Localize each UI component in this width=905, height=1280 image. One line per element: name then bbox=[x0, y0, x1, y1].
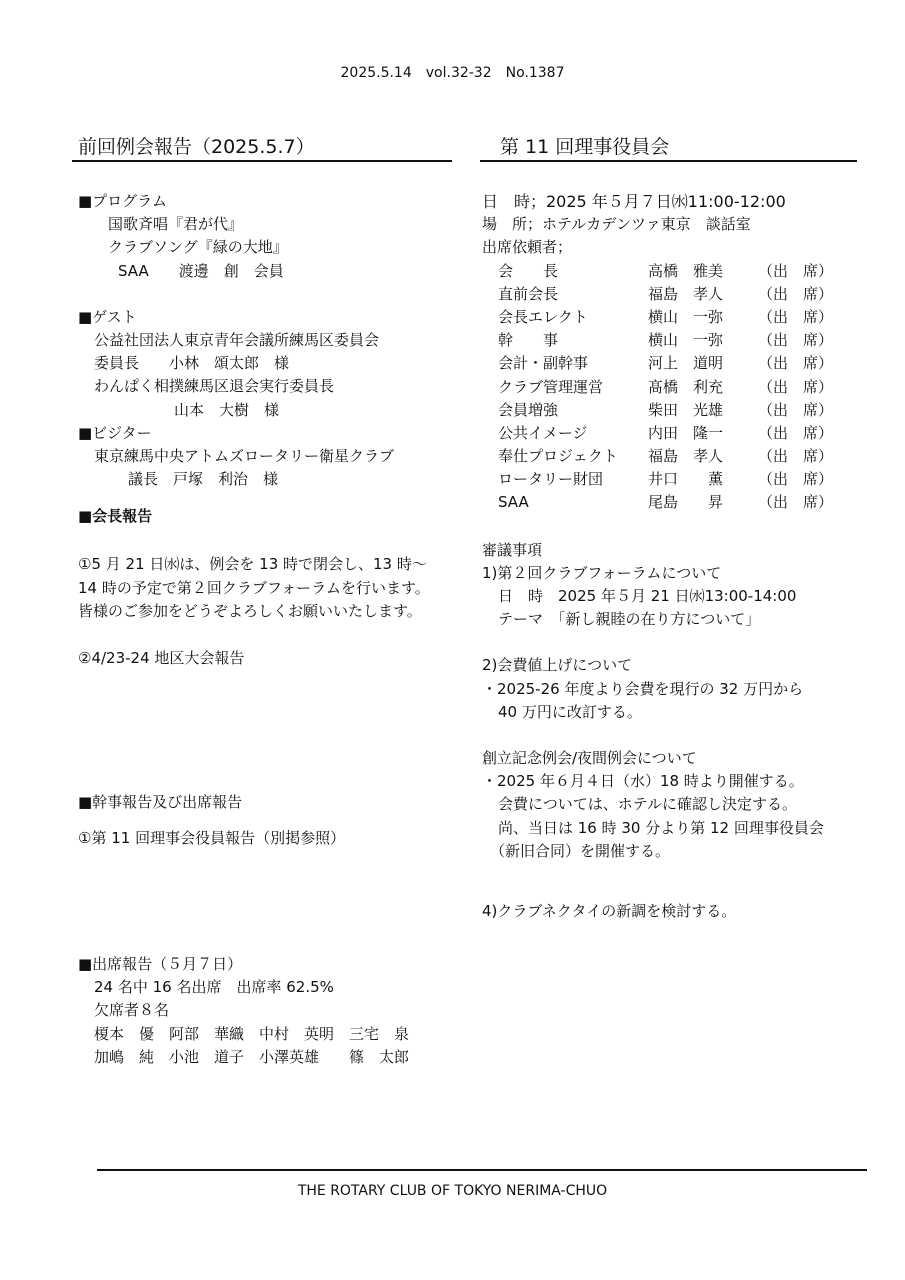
attendee-status: （出 席） bbox=[758, 400, 834, 419]
attendee-name: 高橋 雅美 bbox=[648, 261, 724, 280]
attendee-row bbox=[482, 399, 862, 422]
attendees-heading: 出席依頼者； bbox=[482, 238, 573, 257]
attendee-role: SAA bbox=[498, 493, 529, 512]
right-column bbox=[482, 190, 862, 923]
left-section-title: 前回例会報告（2025.5.7） bbox=[78, 136, 315, 158]
attendee-row bbox=[482, 491, 862, 514]
guest-line: 委員長 小林 頌太郎 様 bbox=[94, 354, 290, 373]
agenda-item-title: 4)クラブネクタイの新調を検討する。 bbox=[482, 901, 737, 920]
agenda-item-line: 日 時 2025 年５月 21 日㈬13:00-14:00 bbox=[498, 587, 797, 605]
attendee-role: ロータリー財団 bbox=[498, 470, 604, 489]
attendee-name: 河上 道明 bbox=[648, 354, 724, 373]
attendee-row bbox=[482, 260, 862, 283]
program-item: クラブソング『緑の大地』 bbox=[108, 238, 288, 257]
attendee-row bbox=[482, 468, 862, 491]
secretary-heading: ■幹事報告及び出席報告 bbox=[78, 793, 243, 811]
attendee-name: 内田 隆一 bbox=[648, 423, 724, 442]
agenda-item-line: 尚、当日は 16 時 30 分より第 12 回理事役員会 bbox=[498, 818, 824, 837]
attendance-block bbox=[78, 953, 458, 1069]
attendee-role: クラブ管理運営 bbox=[498, 377, 604, 396]
agenda-item-line: テーマ 「新し親睦の在り方について」 bbox=[498, 610, 761, 629]
attendee-row bbox=[482, 422, 862, 445]
attendee-name: 柴田 光雄 bbox=[648, 400, 724, 419]
president-report-item: ①5 月 21 日㈬は、例会を 13 時で閉会し、13 時～14 時の予定で第２回クラブフォーラムを行います。皆様のご参加をどうぞよろしくお願いいたします。 bbox=[78, 555, 430, 620]
program-heading: ■プログラム bbox=[78, 192, 168, 210]
attendee-row bbox=[482, 329, 862, 352]
attendee-name: 髙橋 利充 bbox=[648, 377, 724, 396]
attendee-role: 会 長 bbox=[498, 261, 559, 280]
secretary-block bbox=[78, 791, 458, 850]
visitor-line: 東京練馬中央アトムズロータリー衛星クラブ bbox=[94, 446, 395, 465]
agenda-item-title: 創立記念例会/夜間例会について bbox=[482, 748, 697, 767]
visitor-heading: ■ビジター bbox=[78, 423, 152, 442]
attendee-name: 福島 孝人 bbox=[648, 447, 724, 466]
attendance-summary: 24 名中 16 名出席 出席率 62.5% bbox=[94, 978, 334, 997]
attendee-role: 会員増強 bbox=[498, 400, 559, 419]
meeting-datetime: 日 時；2025 年５月７日㈬11:00-12:00 bbox=[482, 192, 786, 211]
attendee-status: （出 席） bbox=[758, 354, 834, 373]
agenda-item-line: 40 万円に改訂する。 bbox=[498, 702, 642, 721]
agenda-item-line: （新旧合同）を開催する。 bbox=[490, 841, 671, 860]
attendee-role: 公共イメージ bbox=[498, 423, 588, 442]
attendee-role: 奉仕プロジェクト bbox=[498, 447, 618, 466]
right-title-rule bbox=[480, 160, 857, 162]
agenda-heading: 審議事項 bbox=[482, 540, 543, 559]
right-section-title: 第 11 回理事役員会 bbox=[500, 136, 670, 158]
attendance-names: 榎本 優 阿部 華織 中村 英明 三宅 泉 bbox=[94, 1024, 410, 1043]
attendee-row bbox=[482, 283, 862, 306]
issue-header: 2025.5.14 vol.32-32 No.1387 bbox=[340, 65, 565, 81]
attendee-name: 尾島 昇 bbox=[648, 493, 724, 512]
footer-rule bbox=[97, 1169, 867, 1171]
attendee-status: （出 席） bbox=[758, 284, 834, 303]
program-item: 国歌斉唱『君が代』 bbox=[108, 215, 244, 234]
agenda-item-line: 会費については、ホテルに確認し決定する。 bbox=[498, 795, 797, 814]
attendee-status: （出 席） bbox=[758, 470, 834, 489]
attendee-status: （出 席） bbox=[758, 261, 834, 280]
meeting-place: 場 所；ホテルカデンツァ東京 談話室 bbox=[482, 215, 751, 234]
attendee-role: 会計・副幹事 bbox=[498, 354, 589, 373]
attendee-status: （出 席） bbox=[758, 307, 834, 326]
attendee-status: （出 席） bbox=[758, 423, 834, 442]
guest-line: 山本 大樹 様 bbox=[174, 400, 280, 419]
guest-line: 公益社団法人東京青年会議所練馬区委員会 bbox=[94, 330, 380, 349]
attendee-row bbox=[482, 306, 862, 329]
attendance-absent: 欠席者８名 bbox=[94, 1001, 170, 1020]
attendance-heading: ■出席報告（５月７日） bbox=[78, 955, 243, 973]
agenda-item-title: 1)第２回クラブフォーラムについて bbox=[482, 563, 722, 582]
attendee-row bbox=[482, 376, 862, 399]
attendee-status: （出 席） bbox=[758, 447, 834, 466]
visitor-line: 議長 戸塚 利治 様 bbox=[128, 470, 279, 489]
attendee-status: （出 席） bbox=[758, 331, 834, 350]
president-report-item: ②4/23-24 地区大会報告 bbox=[78, 649, 245, 668]
attendees-list bbox=[482, 260, 862, 515]
attendance-names: 加嶋 純 小池 道子 小澤英雄 篠 太郎 bbox=[94, 1047, 410, 1066]
president-report-heading: ■会長報告 bbox=[78, 507, 153, 526]
agenda-item-title: 2)会費値上げについて bbox=[482, 656, 633, 675]
attendee-name: 横山 一弥 bbox=[648, 331, 724, 350]
attendee-role: 直前会長 bbox=[498, 284, 559, 303]
secretary-item: ①第 11 回理事会役員報告（別掲参照） bbox=[78, 829, 346, 848]
attendee-status: （出 席） bbox=[758, 377, 834, 396]
attendee-row bbox=[482, 352, 862, 375]
left-column bbox=[78, 190, 458, 670]
attendee-name: 福島 孝人 bbox=[648, 284, 724, 303]
attendee-name: 井口 薫 bbox=[648, 470, 724, 489]
attendee-row bbox=[482, 445, 862, 468]
attendee-role: 会長エレクト bbox=[498, 307, 588, 326]
program-saa: SAA 渡邊 創 会員 bbox=[118, 261, 284, 280]
attendee-status: （出 席） bbox=[758, 493, 834, 512]
footer-club-name: THE ROTARY CLUB OF TOKYO NERIMA-CHUO bbox=[297, 1183, 608, 1199]
left-title-rule bbox=[72, 160, 452, 162]
guest-line: わんぱく相撲練馬区退会実行委員長 bbox=[94, 377, 335, 396]
agenda-item-line: ・2025-26 年度より会費を現行の 32 万円から bbox=[482, 679, 804, 698]
attendee-role: 幹 事 bbox=[498, 331, 559, 350]
guest-heading: ■ゲスト bbox=[78, 307, 137, 326]
agenda-item-line: ・2025 年６月４日（水）18 時より開催する。 bbox=[482, 772, 804, 791]
attendee-name: 横山 一弥 bbox=[648, 307, 724, 326]
